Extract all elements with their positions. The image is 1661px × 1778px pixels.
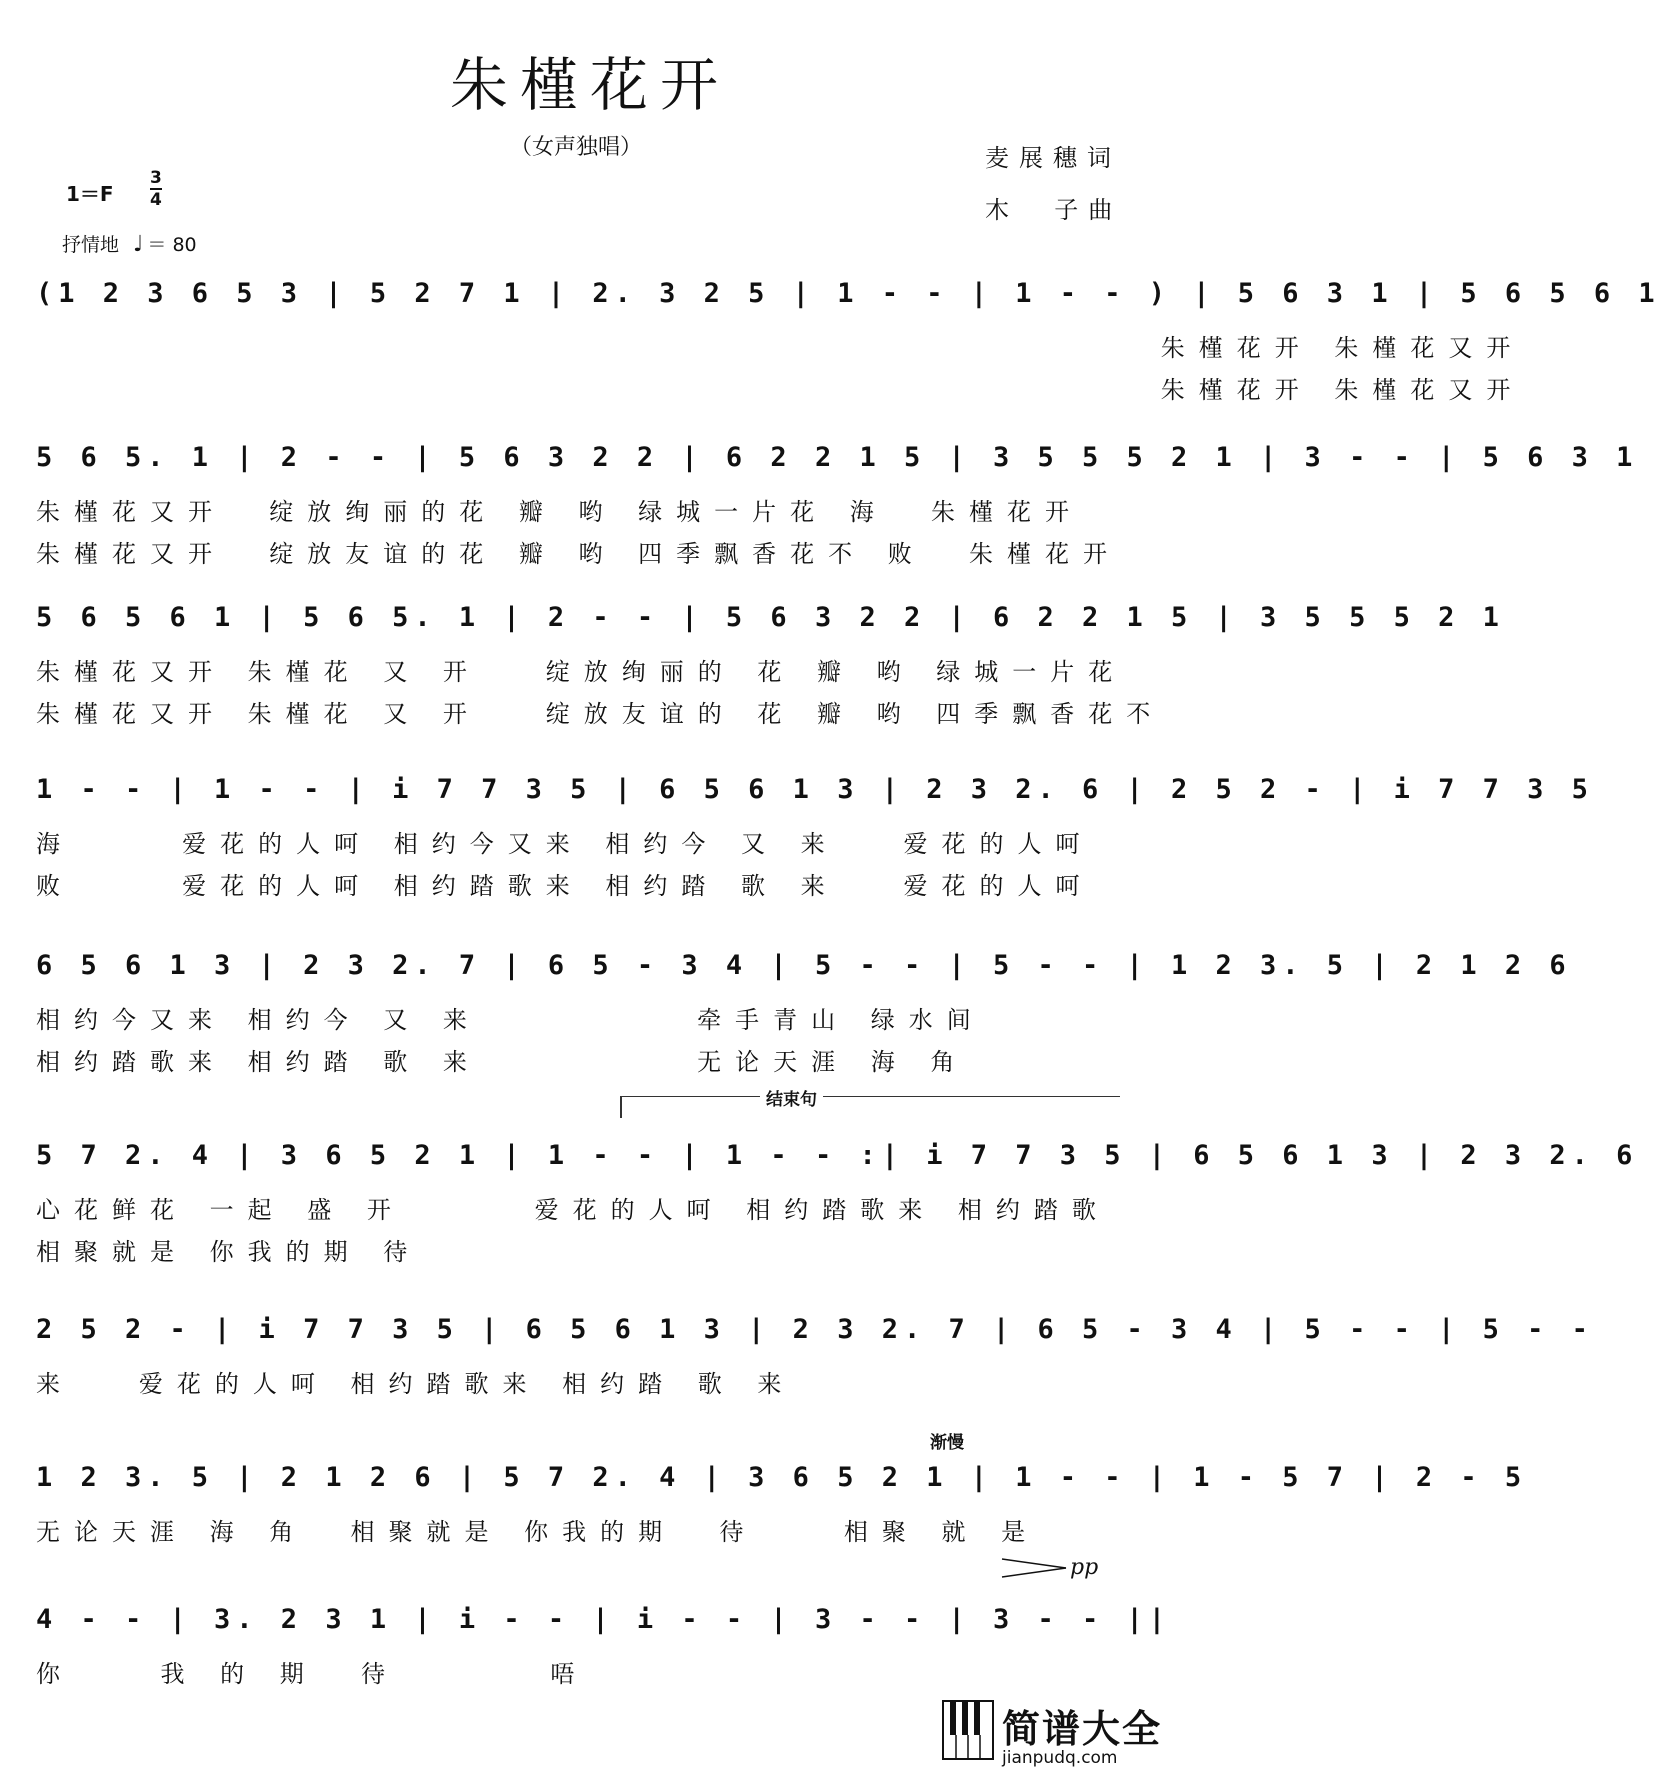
lyric-verse-1: 来 爱花的人呵 相约踏歌来 相约踏 歌 来 [36,1370,796,1398]
lyricist-credit: 麦展穗词 [985,144,1121,172]
ending-bracket-line [620,1096,1120,1097]
time-signature [150,168,162,210]
lyric-verse-1: 朱槿花又开 朱槿花 又 开 绽放绚丽的 花 瓣 哟 绿城一片花 [36,658,1127,686]
decrescendo-hairpin-icon [1000,1557,1070,1579]
notation-row: 2 5 2 - | i 7 7 3 5 | 6 5 6 1 3 | 2 3 2. 7 | 6 5 - 3 4 | 5 - - | 5 - - [36,1314,1594,1345]
subtitle: （女声独唱） [510,135,643,160]
quarter-note-icon: ♩ [133,232,144,257]
notation-row: 5 6 5. 1 | 2 - - | 5 6 3 2 2 | 6 2 2 1 5 | 3 5 5 5 2 1 | 3 - - | 5 6 3 1 [36,442,1639,473]
time-numerator: 3 [150,168,162,188]
lyric-verse-1: 心花鲜花 一起 盛 开 爱花的人呵 相约踏歌来 相约踏歌 [36,1196,1110,1224]
page-title: 朱槿花开 [449,51,730,119]
ending-marker: 结束句 [760,1085,823,1110]
lyric-verse-1: 无论天涯 海 角 相聚就是 你我的期 待 相聚 就 是 [36,1518,1040,1546]
dynamic-marking: pp [1070,1555,1099,1580]
lyric-verse-2: 朱槿花又开 绽放友谊的花 瓣 哟 四季飘香花不 败 朱槿花开 [36,540,1122,568]
notation-row: 5 7 2. 4 | 3 6 5 2 1 | 1 - - | 1 - - :| i 7 7 3 5 | 6 5 6 1 3 | 2 3 2. 6 [36,1140,1639,1171]
tempo-marking [62,230,197,257]
composer-credit: 木 子曲 [985,196,1123,224]
lyric-verse-1: 你 我 的 期 待 唔 [36,1660,589,1688]
lyric-verse-2: 相约踏歌来 相约踏 歌 来 无论天涯 海 角 [36,1048,969,1076]
ending-bracket-hook [620,1096,622,1118]
lyric-verse-1: 海 爱花的人呵 相约今又来 相约今 又 来 爱花的人呵 [36,830,1094,858]
notation-row: 4 - - | 3. 2 3 1 | i - - | i - - | 3 - - | 3 - - || [36,1604,1172,1635]
lyric-verse-1: 朱槿花开 朱槿花又开 [36,334,1525,362]
notation-row: 1 2 3. 5 | 2 1 2 6 | 5 7 2. 4 | 3 6 5 2 1 | 1 - - | 1 - 5 7 | 2 - 5 [36,1462,1528,1493]
tempo-value: ＝ 80 [147,234,197,256]
lyric-verse-2: 相聚就是 你我的期 待 [36,1238,422,1266]
key-signature: 1＝F [66,182,114,206]
lyric-verse-2: 朱槿花又开 朱槿花 又 开 绽放友谊的 花 瓣 哟 四季飘香花不 [36,700,1165,728]
lyric-verse-1: 朱槿花又开 绽放绚丽的花 瓣 哟 绿城一片花 海 朱槿花开 [36,498,1084,526]
logo-site-text: jianpudq.com [1002,1748,1118,1768]
notation-row: 1 - - | 1 - - | i 7 7 3 5 | 6 5 6 1 3 | 2 3 2. 6 | 2 5 2 - | i 7 7 3 5 [36,774,1594,805]
site-logo [942,1696,1162,1774]
piano-keys-icon [942,1700,994,1760]
notation-row: 5 6 5 6 1 | 5 6 5. 1 | 2 - - | 5 6 3 2 2 | 6 2 2 1 5 | 3 5 5 5 2 1 [36,602,1505,633]
expression-text: 抒情地 [62,234,120,256]
ritardando-marking: 渐慢 [930,1433,964,1453]
lyric-verse-1: 相约今又来 相约今 又 来 牵手青山 绿水间 [36,1006,985,1034]
lyric-verse-2: 朱槿花开 朱槿花又开 [36,376,1525,404]
notation-row: 6 5 6 1 3 | 2 3 2. 7 | 6 5 - 3 4 | 5 - - | 5 - - | 1 2 3. 5 | 2 1 2 6 [36,950,1572,981]
lyric-verse-2: 败 爱花的人呵 相约踏歌来 相约踏 歌 来 爱花的人呵 [36,872,1094,900]
notation-row: (1 2 3 6 5 3 | 5 2 7 1 | 2. 3 2 5 | 1 - - | 1 - - ) | 5 6 3 1 | 5 6 5 6 1 [36,278,1661,309]
time-denominator: 4 [150,190,162,210]
logo-brand-text: 简谱大全 [1002,1707,1163,1751]
